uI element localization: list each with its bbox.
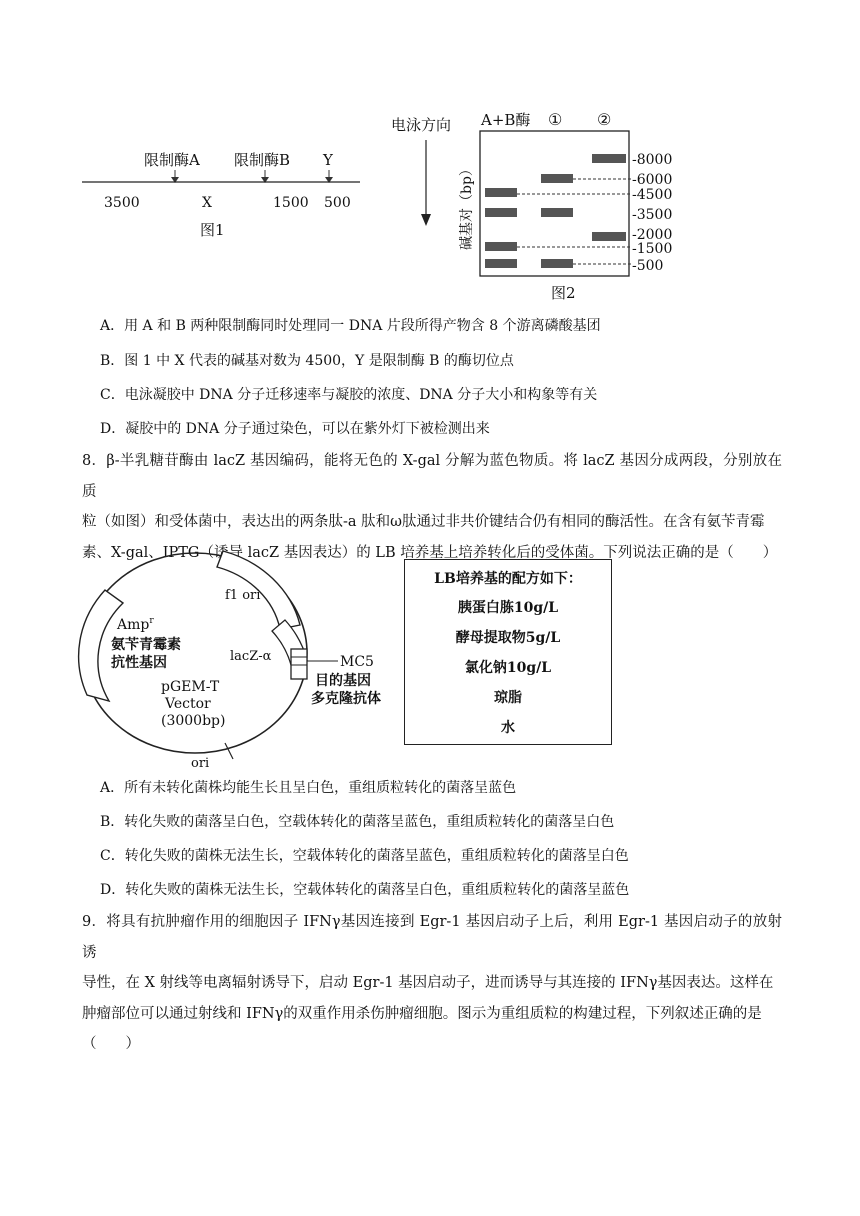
mc5-label: MC5 [340, 654, 374, 670]
plasmid-diagram [75, 545, 400, 770]
amp-label: Amp$^r$ [117, 616, 154, 633]
q8-line-3: 素、X-gal、IPTG（诱导 lacZ 基因表达）的 LB 培养基上培养转化后的受体菌。下列说法正确的是（ ） [82, 544, 778, 561]
lane-1-label: ① [548, 110, 563, 129]
q8-option-c: C．转化失败的菌株无法生长，空载体转化的菌落呈蓝色，重组质粒转化的菌落呈白色 [100, 848, 629, 864]
q9-line-2: 导性，在 X 射线等电离辐射诱导下，启动 Egr-1 基因启动子，进而诱导与其连接的 IFNγ基因表达。这样在 [82, 975, 774, 991]
q8-option-a: A．所有未转化菌株均能生长且呈白色，重组质粒转化的菌落呈蓝色 [100, 780, 517, 796]
q7-option-c: C．电泳凝胶中 DNA 分子迁移速率与凝胶的浓度、DNA 分子大小和构象等有关 [100, 387, 598, 403]
figure-2-caption: 图2 [551, 284, 576, 302]
marker-2000: -2000 [632, 227, 673, 243]
segment-x: X [202, 195, 212, 211]
band-ab-3500 [485, 208, 517, 217]
segment-1500: 1500 [273, 195, 309, 211]
q7-option-b: B．图 1 中 X 代表的碱基对数为 4500，Y 是限制酶 B 的酶切位点 [100, 353, 514, 369]
direction-label: 电泳方向 [391, 116, 452, 134]
amp-cn-label-2: 抗性基因 [111, 655, 167, 671]
band-1-3500 [541, 208, 573, 217]
marker-8000: -8000 [632, 152, 673, 168]
mcs-label: 多克隆抗体 [311, 691, 381, 707]
band-1-500 [541, 259, 573, 268]
marker-6000: -6000 [632, 172, 673, 188]
q9-line-4: （ ） [82, 1036, 140, 1052]
site-y-label: Y [323, 151, 333, 169]
lane-ab-label: A+B酶 [481, 111, 531, 129]
lb-item-water: 水 [501, 720, 515, 736]
vector-size: (3000bp) [161, 713, 226, 729]
figure-1 [70, 140, 370, 250]
lacz-label: lacZ-α [230, 649, 272, 664]
lb-item-agar: 琼脂 [494, 690, 522, 706]
mcs-block [291, 649, 307, 679]
amp-cn-label-1: 氨苄青霉素 [111, 637, 181, 653]
band-ab-4500 [485, 188, 517, 197]
marker-3500: -3500 [632, 207, 673, 223]
marker-500: -500 [632, 258, 664, 274]
q7-option-a: A．用 A 和 B 两种限制酶同时处理同一 DNA 片段所得产物含 8 个游离磷酸基团 [100, 318, 601, 334]
lane-2-label: ② [597, 110, 612, 129]
q8-line-2: 粒（如图）和受体菌中，表达出的两条肽-a 肽和ω肽通过非共价键结合仍有相同的酶活性。在含有氨苄青霉 [82, 514, 765, 530]
q8-option-b: B．转化失败的菌落呈白色，空载体转化的菌落呈蓝色，重组质粒转化的菌落呈白色 [100, 814, 615, 830]
marker-4500: -4500 [632, 187, 673, 203]
lb-box-title: LB培养基的配方如下： [434, 571, 582, 587]
band-1-6000 [541, 174, 573, 183]
enzyme-a-label: 限制酶A [144, 151, 200, 169]
f1-ori-label: f1 ori [225, 588, 261, 603]
marker-1500: -1500 [632, 241, 673, 257]
segment-3500: 3500 [104, 195, 140, 211]
band-ab-500 [485, 259, 517, 268]
q8-line-1: 8．β-半乳糖苷酶由 lacZ 基因编码，能将无色的 X-gal 分解为蓝色物质。将 lacZ 基因分成两段，分别放在质 [82, 453, 782, 500]
lb-medium-box [404, 559, 612, 745]
figure-2 [385, 100, 695, 305]
q9-line-3: 肿瘤部位可以通过射线和 IFNγ的双重作用杀伤肿瘤细胞。图示为重组质粒的构建过程，下列叙述正确的是 [82, 1005, 762, 1022]
y-axis-label: 碱基对（bp） [459, 162, 475, 250]
figure-1-caption: 图1 [200, 221, 225, 239]
vector-name-2: Vector [165, 696, 211, 712]
vector-name-1: pGEM-T [161, 679, 220, 695]
band-2-8000 [592, 154, 626, 163]
q9-stem [82, 907, 782, 1060]
q9-line-1: 9．将具有抗肿瘤作用的细胞因子 IFNγ基因连接到 Egr-1 基因启动子上后，利用 Egr-1 基因启动子的放射诱 [82, 914, 782, 961]
q8-option-d: D．转化失败的菌株无法生长，空载体转化的菌落呈白色，重组质粒转化的菌落呈蓝色 [100, 882, 630, 898]
lb-item-yeast: 酵母提取物5g/L [455, 630, 561, 646]
segment-500: 500 [324, 195, 351, 211]
ori-label: ori [191, 756, 210, 770]
q7-option-d: D．凝胶中的 DNA 分子通过染色，可以在紫外灯下被检测出来 [100, 421, 490, 437]
band-ab-1500 [485, 242, 517, 251]
enzyme-b-label: 限制酶B [234, 151, 291, 169]
lb-item-tryptone: 胰蛋白胨10g/L [457, 600, 559, 616]
target-gene-label: 目的基因 [315, 673, 371, 689]
gel-frame [480, 131, 629, 276]
band-2-2000 [592, 232, 626, 241]
lb-item-nacl: 氯化钠10g/L [464, 660, 552, 676]
